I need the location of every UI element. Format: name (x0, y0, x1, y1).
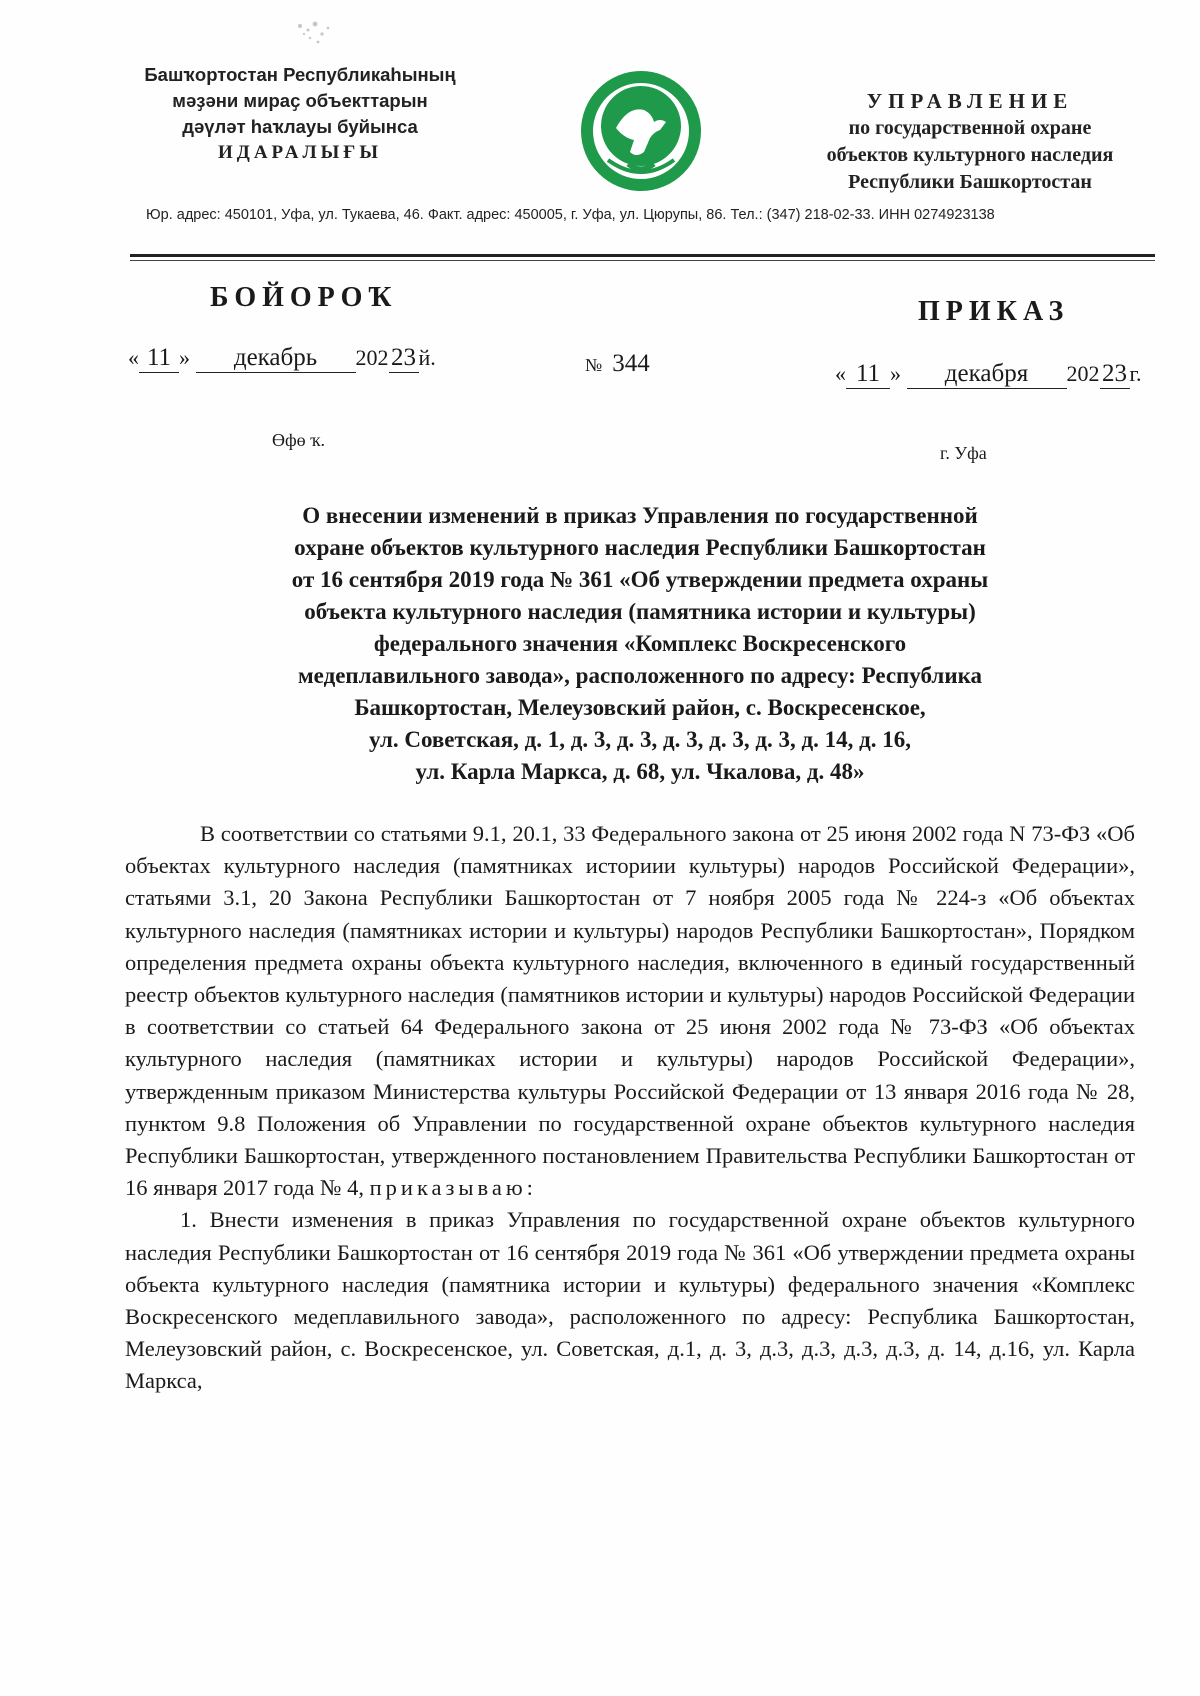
order-number (585, 350, 650, 378)
number-sign: № (585, 355, 603, 375)
header-bashkir-line-3: дәүләт һаҡлауы буйынса (182, 116, 418, 137)
date-month: декабря (907, 360, 1067, 389)
heading-line: объекта культурного наследия (памятника истории и культуры) (304, 599, 976, 624)
date-quote-close: » (890, 361, 901, 386)
header-divider-thin (130, 260, 1155, 261)
date-suffix: г. (1129, 361, 1142, 386)
date-russian (835, 360, 1142, 389)
header-russian (790, 88, 1150, 196)
body-paragraph-1: 1. Внести изменения в приказ Управления по государственной охране объектов культурного наследия Республики Башкортостан от 16 сентября 2019 года № 361 «Об утверждении предмета охраны объекта культурного наследия (памятника истории и культуры) федерального значения «Комплекс Воскресенского медеплавильного завода», расположенного по адресу: Республика Башкортостан, Мелеузовский район, с. Воскресенское, ул. Советская, д.1, д. 3, д.3, д.3, д.3, д.3, д. 14, д.16, ул. Карла Маркса, (125, 1207, 1135, 1394)
heading-line: О внесении изменений в приказ Управления по государственной (302, 503, 978, 528)
doc-title-russian: ПРИКАЗ (918, 296, 1070, 327)
doc-title-bashkir: БОЙОРОҠ (210, 282, 398, 313)
heading-line: охране объектов культурного наследия Республики Башкортостан (294, 535, 986, 560)
heading-line: Башкортостан, Мелеузовский район, с. Воскресенское, (354, 695, 926, 720)
city-russian: г. Уфа (940, 443, 987, 463)
heading-line: от 16 сентября 2019 года № 361 «Об утверждении предмета охраны (291, 567, 989, 592)
header-bashkir-line-2: мәҙәни мираҫ объекттарын (172, 90, 428, 111)
order-word: приказываю: (369, 1175, 537, 1201)
body-paragraph-preamble (125, 818, 1135, 1204)
date-year-prefix: 202 (355, 345, 389, 370)
order-heading (200, 500, 1080, 788)
date-year-suffix: 23 (389, 344, 419, 373)
heading-line: федерального значения «Комплекс Воскресенского (373, 631, 907, 656)
heading-line: медеплавильного завода», расположенного по адресу: Республика (298, 663, 982, 688)
date-month: декабрь (196, 344, 356, 373)
header-bashkir (110, 62, 490, 166)
city-bashkir: Өфө ҡ. (272, 430, 325, 450)
date-year-suffix: 23 (1100, 360, 1130, 389)
date-quote-open: « (835, 361, 846, 386)
header-divider (130, 254, 1155, 257)
header-russian-line-1: УПРАВЛЕНИЕ (866, 89, 1074, 113)
bashkortostan-emblem-icon (578, 68, 704, 194)
header-bashkir-line-1: Башҡортостан Республикаһының (144, 64, 456, 85)
header-bashkir-line-4: ИДАРАЛЫҒЫ (217, 142, 383, 163)
heading-line: ул. Советская, д. 1, д. 3, д. 3, д. 3, д. 3, д. 3, д. 14, д. 16, (369, 727, 911, 752)
heading-line: ул. Карла Маркса, д. 68, ул. Чкалова, д. 48» (415, 759, 865, 784)
organization-address: Юр. адрес: 450101, Уфа, ул. Тукаева, 46. Факт. адрес: 450005, г. Уфа, ул. Цюрупы, 86. Тел.: (347) 218-02-33. ИНН 0274923138 (146, 207, 995, 223)
date-suffix: й. (418, 345, 436, 370)
date-day: 11 (846, 360, 890, 389)
date-year-prefix: 202 (1066, 361, 1100, 386)
header-russian-line-2: по государственной охране (848, 117, 1092, 139)
order-body (125, 818, 1135, 1398)
date-bashkir (128, 344, 436, 373)
header-russian-line-4: Республики Башкортостан (848, 171, 1092, 193)
header-russian-line-3: объектов культурного наследия (826, 144, 1114, 166)
scan-smudge-icon (280, 14, 350, 54)
preamble-text: В соответствии со статьями 9.1, 20.1, 33 Федерального закона от 25 июня 2002 года N 73-ФЗ «Об объектах культурного наследия (памятниках историии культуры) народов Российской Федерации», статьями 3.1, 20 Закона Республики Башкортостан от 7 ноября 2005 года № 224-з «Об объектах культурного наследия (памятниках истории и культуры) народов Республики Башкортостан», Порядком определения предмета охраны объекта культурного наследия, включенного в единый государственный реестр объектов культурного наследия (памятников истории и культуры) народов Российской Федерации в соответствии со статьей 64 Федерального закона от 25 июня 2002 года № 73-ФЗ «Об объектах культурного наследия (памятниках истории и культуры) народов Российской Федерации», утвержденным приказом Министерства культуры Российской Федерации от 13 января 2016 года № 28, пунктом 9.8 Положения об Управлении по государственной охране объектов культурного наследия Республики Башкортостан, утвержденного постановлением Правительства Республики Башкортостан от 16 января 2017 года № 4, (125, 821, 1135, 1201)
number-value: 344 (612, 350, 650, 377)
date-day: 11 (139, 344, 179, 373)
date-quote-open: « (128, 345, 139, 370)
date-quote-close: » (179, 345, 190, 370)
